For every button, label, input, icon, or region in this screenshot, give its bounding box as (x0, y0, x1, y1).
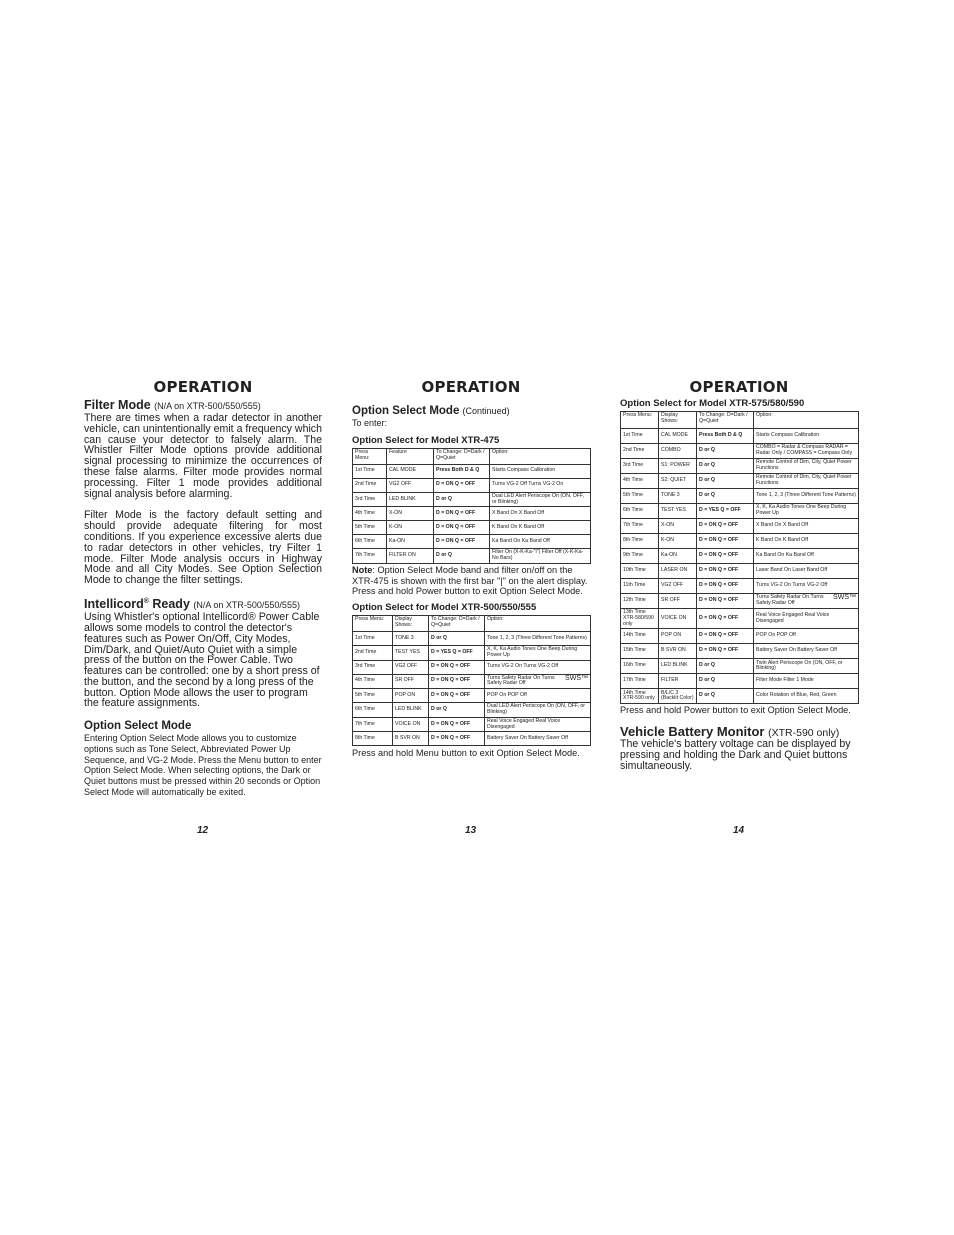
table-cell: 11th Time (621, 579, 659, 594)
page-12 (84, 378, 322, 798)
filter-mode-heading: Filter Mode (N/A on XTR-500/550/555) (84, 398, 261, 412)
intellicord-paragraph: Using Whistler's optional Intellicord® Power Cable allows some models to control the detector's features such as Power On/Off, City Modes, Dim/Dark, and Quiet/Auto Quiet with a simple press of the button on the Power Cable. Two features can be controlled: one by a short press of the button, and the second by a long press of the button. Option Mode allows the user to program the feature assignments. (84, 611, 320, 710)
table-cell: 3rd Time (353, 660, 393, 674)
table-cell: Real Voice Engaged Real Voice Disengaged (485, 717, 591, 732)
filter-mode-paragraph-2: Filter Mode is the factory default setting and should provide adequate filtering for most conditions. If you experience excessive alerts due to radar detectors in other vehicles, try Filter 1 mode. Filter Mode analysis occurs in Highway Mode and all City Modes. See Option Selection Mode to change the filter settings. (84, 509, 322, 587)
table-cell: VOICE ON (393, 717, 429, 732)
table-cell: Filter Mode Filter 1 Mode (754, 674, 859, 689)
table-cell: 3rd Time (353, 492, 387, 507)
table-row (621, 429, 859, 444)
filter-mode-paragraph-1: There are times when a radar detector in another vehicle, can unintentionally emit a frequency which can cause your detector to falsely alarm. The Whistler Filter Mode options provide additional signal processing to minimize the occurrences of these false alarms. Filter mode provides normal processing. Filter 1 mode provides additional signal analysis before alarming. (84, 412, 322, 500)
table-cell: D = ON Q = OFF (697, 579, 754, 594)
table-row (353, 464, 591, 478)
table-cell (754, 594, 859, 609)
table-cell: 6th Time (621, 504, 659, 519)
table-cell: POP ON (659, 629, 697, 644)
table-row (353, 492, 591, 507)
table-cell: 7th Time (621, 519, 659, 534)
table-cell: D or Q (429, 632, 485, 646)
table-cell: Real Voice Engaged Real Voice Disengaged (754, 609, 859, 629)
table-cell: D = ON Q = OFF (429, 674, 485, 689)
xtr475-option-table (352, 448, 591, 564)
table-row (353, 732, 591, 746)
xtr575-option-table (620, 411, 859, 704)
table-header-cell: To Change: D=Dark / Q=Quiet (697, 412, 754, 429)
table-cell: 12th Time (621, 594, 659, 609)
table-row (621, 504, 859, 519)
table-cell: D or Q (434, 549, 490, 564)
table-cell: 6th Time (353, 535, 387, 549)
page-13-header: OPERATION (421, 378, 521, 396)
table-header-cell: Option: (754, 412, 859, 429)
table-cell: 7th Time (353, 717, 393, 732)
table-row (621, 489, 859, 504)
table-cell: Ka Band On Ka Band Off (490, 535, 591, 549)
table-cell: COMBO = Radar & Compass RADAR = Radar Only / COMPASS = Compass Only (754, 444, 859, 459)
table-cell: VOICE ON (659, 609, 697, 629)
table-cell: K Band On K Band Off (754, 534, 859, 549)
table-header-row (353, 616, 591, 632)
table-header-cell: Press Menu: (353, 616, 393, 632)
table-cell: X, K, Ka Audio Tones One Beep During Power Up (485, 646, 591, 661)
table-cell: SR OFF (393, 674, 429, 689)
table-cell: 5th Time (353, 521, 387, 535)
table-row (353, 535, 591, 549)
table-cell: Color Rotation of Blue, Red, Green (754, 689, 859, 704)
table-cell: Tone 1, 2, 3 (Three Different Tone Patterns) (754, 489, 859, 504)
table-cell: 6th Time (353, 703, 393, 718)
option-select-paragraph: Entering Option Select Mode allows you to customize options such as Tone Select, Abbreviated Power Up Sequence, and VG-2 Mode. Press the Menu button to enter Option Select Mode. When selecting options, the Dark or Quiet buttons must be pressed within 20 seconds or Option Select Mode will automatically be exited. (84, 733, 322, 797)
table-cell: Turns VG-2 Off Turns VG-2 On (490, 478, 591, 492)
table-cell: D = ON Q = OFF (697, 629, 754, 644)
exit-instruction-3: Press and hold Power button to exit Option Select Mode. (620, 705, 851, 716)
xtr475-note: Note: Option Select Mode band and filter on/off on the XTR-475 is shown with the first bar "|" on the alert display. (352, 564, 588, 586)
table-cell: 4th Time (353, 507, 387, 521)
table-cell: 13th Time XTR-580/590 only (621, 609, 659, 629)
table-cell: D or Q (697, 474, 754, 489)
to-enter-label: To enter: (352, 418, 388, 428)
table-cell: D = ON Q = OFF (429, 732, 485, 746)
table-cell: Battery Saver On Battery Saver Off (485, 732, 591, 746)
table-cell: Starts Compass Calibration (754, 429, 859, 444)
table-header-cell: Press Menu: (621, 412, 659, 429)
table-cell: D or Q (429, 703, 485, 718)
table-cell: 7th Time (353, 549, 387, 564)
table-row (353, 703, 591, 718)
table-row (353, 521, 591, 535)
table-cell: POP ON (393, 689, 429, 703)
option-select-heading: Option Select Mode (84, 720, 192, 733)
table-row (621, 629, 859, 644)
table-cell: B/L/C 3 (Backlit Color) (659, 689, 697, 704)
table-header-cell: Option: (485, 616, 591, 632)
table-cell: Ka-ON (659, 549, 697, 564)
table-cell: 10th Time (621, 564, 659, 579)
exit-instruction-1: Press and hold Power button to exit Option Select Mode. (352, 586, 583, 597)
table-cell: 2nd Time (621, 444, 659, 459)
table-header-cell: Press Menu: (353, 448, 387, 464)
table-cell: D or Q (697, 674, 754, 689)
page-13 (352, 378, 590, 759)
table-cell: 16th Time (621, 659, 659, 674)
table-cell: FILTER (659, 674, 697, 689)
table-cell: 2nd Time (353, 646, 393, 661)
table-row (621, 689, 859, 704)
table-cell: Dual LED Alert Periscope On (ON, OFF, or Blinking) (485, 703, 591, 718)
page-14 (620, 378, 858, 771)
table-cell: D = ON Q = OFF (697, 549, 754, 564)
table-cell: D = ON Q = OFF (697, 594, 754, 609)
table-cell: TEST YES (393, 646, 429, 661)
table-cell: SR OFF (659, 594, 697, 609)
table-cell: K Band On K Band Off (490, 521, 591, 535)
table-cell: D = ON Q = OFF (434, 478, 490, 492)
table-cell (485, 674, 591, 689)
table-cell: D = YES Q = OFF (697, 504, 754, 519)
table-cell: 14th Time (621, 629, 659, 644)
table-cell: FILTER ON (387, 549, 434, 564)
table-cell: Remote Control of Dim, City, Quiet Power Functions (754, 459, 859, 474)
table-cell: X, K, Ka Audio Tones One Beep During Power Up (754, 504, 859, 519)
table-cell: Press Both D & Q (434, 464, 490, 478)
page-14-header: OPERATION (689, 378, 789, 396)
table-cell: Battery Saver On Battery Saver Off (754, 644, 859, 659)
table-cell: TONE 3 (393, 632, 429, 646)
table-cell: D or Q (697, 489, 754, 504)
table-cell: D = ON Q = OFF (697, 564, 754, 579)
xtr575-table-title: Option Select for Model XTR-575/580/590 (620, 398, 805, 409)
table-cell: 8th Time (353, 732, 393, 746)
page-number-14: 14 (733, 825, 745, 836)
battery-monitor-heading: Vehicle Battery Monitor (XTR-590 only) (620, 724, 840, 740)
table-cell: Dual LED Alert Periscope On (ON, OFF, or Blinking) (490, 492, 591, 507)
table-cell: Turns VG-2 On Turns VG-2 Off (754, 579, 859, 594)
xtr475-table-title: Option Select for Model XTR-475 (352, 434, 500, 446)
table-cell: D = ON Q = OFF (429, 689, 485, 703)
table-header-cell: Option: (490, 448, 591, 464)
table-row (353, 507, 591, 521)
table-row (621, 579, 859, 594)
xtr500-option-table (352, 615, 591, 746)
table-row (621, 609, 859, 629)
table-cell: POP On POP Off (754, 629, 859, 644)
table-cell: 15th Time (621, 644, 659, 659)
table-row (621, 534, 859, 549)
table-cell: X Band On X Band Off (754, 519, 859, 534)
table-cell: X Band On X Band Off (490, 507, 591, 521)
table-cell: K-ON (659, 534, 697, 549)
table-cell: 1st Time (621, 429, 659, 444)
table-cell: D = ON Q = OFF (697, 644, 754, 659)
table-cell: Laser Band On Laser Band Off (754, 564, 859, 579)
table-row (621, 474, 859, 489)
table-cell: D = ON Q = OFF (434, 507, 490, 521)
table-row (621, 444, 859, 459)
table-cell: Tone 1, 2, 3 (Three Different Tone Patterns) (485, 632, 591, 646)
table-cell: D = ON Q = OFF (434, 521, 490, 535)
table-row (621, 519, 859, 534)
table-cell: COMBO (659, 444, 697, 459)
table-cell: 1st Time (353, 464, 387, 478)
table-cell: D or Q (697, 659, 754, 674)
table-cell: B SVR ON (393, 732, 429, 746)
table-cell: LASER ON (659, 564, 697, 579)
sws-trademark: SWS™ (833, 594, 856, 602)
table-cell: D = ON Q = OFF (434, 535, 490, 549)
table-cell: K-ON (387, 521, 434, 535)
table-cell: VG2 OFF (659, 579, 697, 594)
table-cell: S2: QUIET (659, 474, 697, 489)
table-cell: 9th Time (621, 549, 659, 564)
battery-monitor-paragraph: The vehicle's battery voltage can be displayed by pressing and holding the Dark and Quiet buttons simultaneously. (620, 738, 851, 772)
option-select-continued-heading: Option Select Mode (Continued) (352, 405, 510, 417)
table-row (353, 660, 591, 674)
table-cell: D or Q (697, 459, 754, 474)
table-cell: D or Q (697, 444, 754, 459)
table-cell: D = ON Q = OFF (429, 660, 485, 674)
table-header-row (353, 448, 591, 464)
table-cell: B SVR ON (659, 644, 697, 659)
table-cell: D = ON Q = OFF (697, 519, 754, 534)
table-cell: S1: POWER (659, 459, 697, 474)
table-cell: 5th Time (621, 489, 659, 504)
table-cell: VG2 OFF (387, 478, 434, 492)
cell-text: Turns Safety Radar On Turns Safety Radar Off (487, 674, 555, 687)
table-cell: Turns VG-2 On Turns VG-2 Off (485, 660, 591, 674)
table-cell: Twin Alert Periscope On (ON, OFF, or Blinking) (754, 659, 859, 674)
table-cell: D = ON Q = OFF (429, 717, 485, 732)
table-cell: Ka-ON (387, 535, 434, 549)
table-cell: D = YES Q = OFF (429, 646, 485, 661)
table-header-cell: Display Shows: (659, 412, 697, 429)
table-cell: D = ON Q = OFF (697, 534, 754, 549)
table-cell: 14th Time XTR-590 only (621, 689, 659, 704)
table-cell: X-ON (659, 519, 697, 534)
table-header-cell: To Change: D=Dark / Q=Quiet (429, 616, 485, 632)
table-cell: Filter On (X-K-Ka-"I") Filter Off (X-K-Ka-No Bars) (490, 549, 591, 564)
table-cell: POP On POP Off (485, 689, 591, 703)
table-row (621, 644, 859, 659)
table-cell: Starts Compass Calibration (490, 464, 591, 478)
table-header-row (621, 412, 859, 429)
table-row (353, 674, 591, 689)
exit-instruction-2: Press and hold Menu button to exit Option Select Mode. (352, 748, 580, 759)
table-row (353, 689, 591, 703)
table-header-cell: Feature (387, 448, 434, 464)
table-cell: 17th Time (621, 674, 659, 689)
table-cell: D or Q (434, 492, 490, 507)
table-row (621, 659, 859, 674)
table-cell: Ka Band On Ka Band Off (754, 549, 859, 564)
table-cell: LED BLINK (387, 492, 434, 507)
page-number-12: 12 (197, 825, 209, 836)
table-row (353, 717, 591, 732)
table-cell: LED BLINK (659, 659, 697, 674)
table-header-cell: To Change: D=Dark / Q=Quiet (434, 448, 490, 464)
table-cell: 4th Time (621, 474, 659, 489)
table-row (353, 632, 591, 646)
page-12-header: OPERATION (153, 378, 253, 396)
table-row (621, 594, 859, 609)
table-row (621, 674, 859, 689)
table-cell: TONE 3 (659, 489, 697, 504)
table-cell: 2nd Time (353, 478, 387, 492)
table-cell: VG2 OFF (393, 660, 429, 674)
table-header-cell: Display Shows: (393, 616, 429, 632)
table-cell: D or Q (697, 689, 754, 704)
table-cell: Press Both D & Q (697, 429, 754, 444)
table-cell: CAL MODE (659, 429, 697, 444)
table-row (353, 478, 591, 492)
sws-trademark: SWS™ (565, 674, 588, 682)
table-cell: 8th Time (621, 534, 659, 549)
page-number-13: 13 (465, 825, 477, 836)
table-row (353, 549, 591, 564)
xtr500-table-title: Option Select for Model XTR-500/550/555 (352, 602, 537, 613)
table-cell: CAL MODE (387, 464, 434, 478)
table-row (621, 549, 859, 564)
table-cell: TEST YES (659, 504, 697, 519)
table-cell: 4th Time (353, 674, 393, 689)
intellicord-heading: Intellicord® Ready (N/A on XTR-500/550/555) (84, 597, 300, 612)
table-cell: LED BLINK (393, 703, 429, 718)
table-cell: 5th Time (353, 689, 393, 703)
table-row (353, 646, 591, 661)
cell-text: Turns Safety Radar On Turns Safety Radar Off (756, 594, 824, 606)
table-cell: 3rd Time (621, 459, 659, 474)
table-row (621, 564, 859, 579)
table-cell: D = ON Q = OFF (697, 609, 754, 629)
table-row (621, 459, 859, 474)
table-cell: Remote Control of Dim, City, Quiet Power Functions (754, 474, 859, 489)
table-cell: X-ON (387, 507, 434, 521)
table-cell: 1st Time (353, 632, 393, 646)
